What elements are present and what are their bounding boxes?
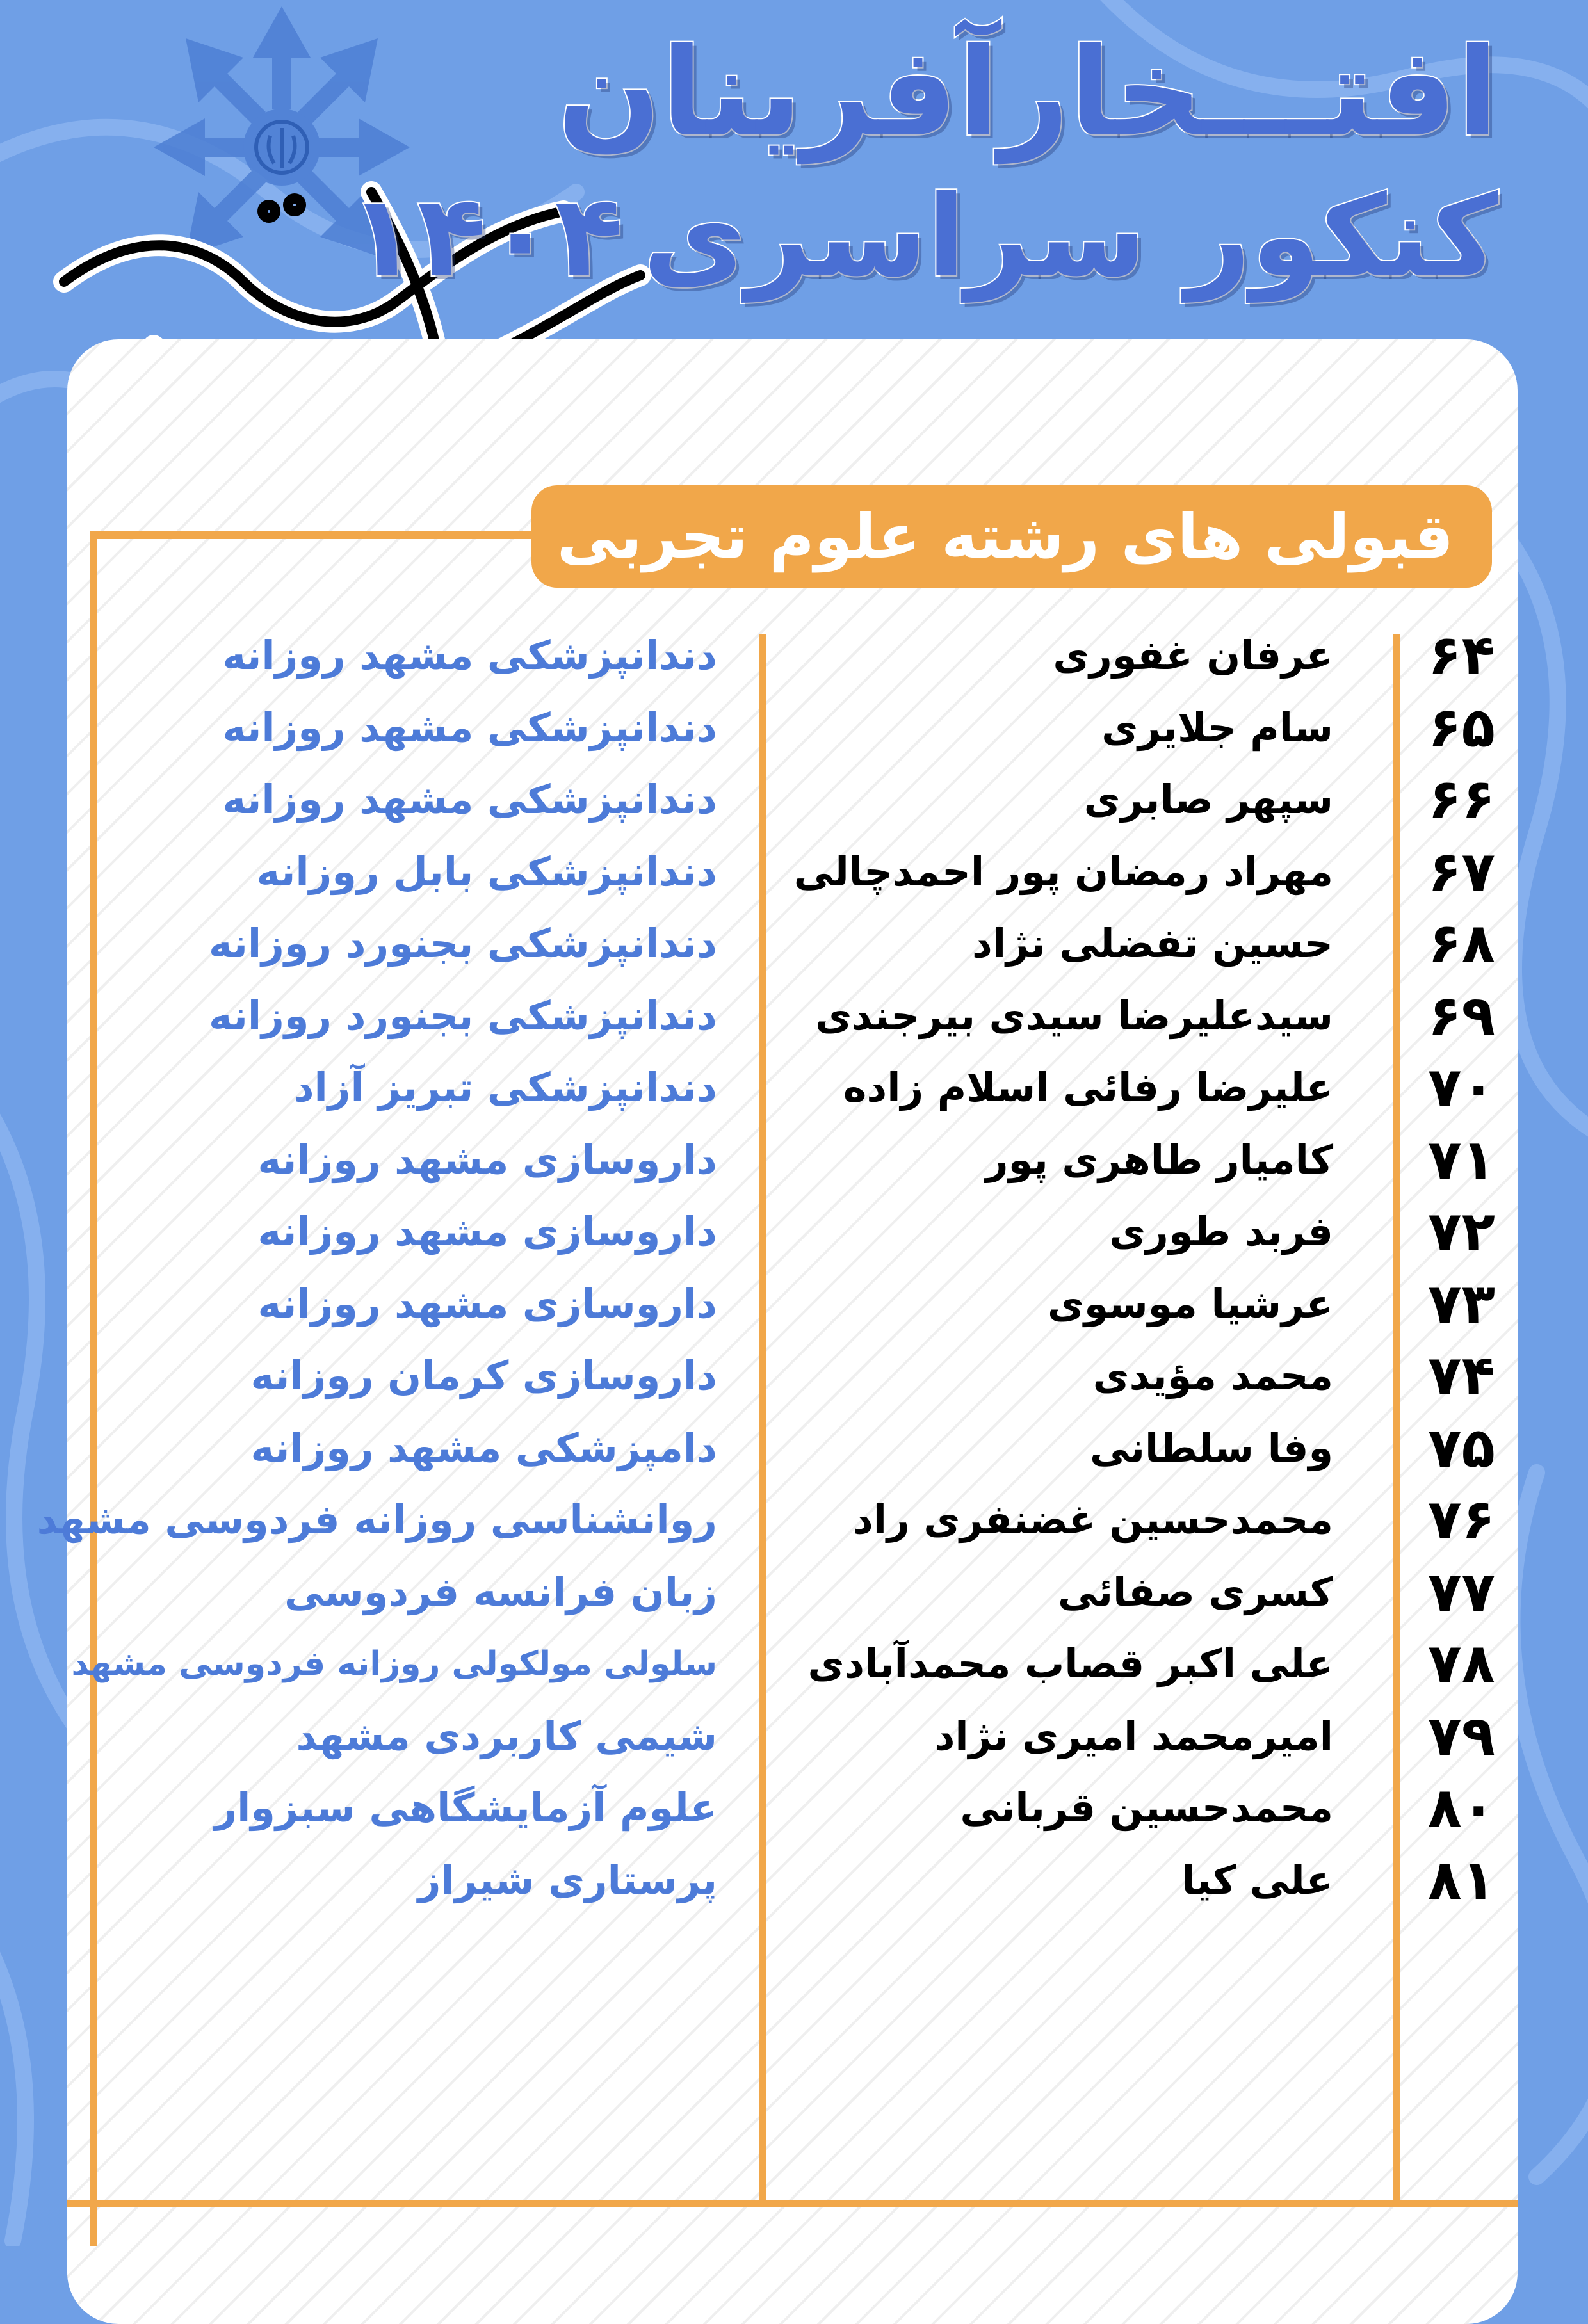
list-item — [0, 1412, 1588, 1485]
accepted-major: دندانپزشکی مشهد روزانه — [222, 776, 717, 823]
list-item — [0, 908, 1588, 980]
row-number: ۷۸ — [1428, 1632, 1495, 1696]
student-name: امیرمحمد امیری نژاد — [934, 1712, 1333, 1759]
student-name: سیدعلیرضا سیدی بیرجندی — [815, 992, 1333, 1039]
list-item — [0, 1628, 1588, 1700]
row-number: ۶۹ — [1428, 983, 1495, 1048]
title-line-2 — [348, 166, 1498, 307]
row-number: ۷۹ — [1428, 1704, 1495, 1768]
accepted-major: داروسازی مشهد روزانه — [257, 1280, 717, 1327]
section-title: قبولی های رشته علوم تجربی — [556, 501, 1454, 572]
row-number: ۷۴ — [1428, 1344, 1495, 1408]
student-name: محمدحسین قربانی — [960, 1784, 1333, 1831]
row-number: ۷۶ — [1428, 1488, 1495, 1552]
student-name: محمد مؤیدی — [1092, 1352, 1333, 1399]
row-number: ۸۱ — [1428, 1848, 1495, 1912]
row-number: ۶۶ — [1428, 768, 1495, 832]
list-item — [0, 692, 1588, 764]
accepted-major: روانشناسی روزانه فردوسی مشهد — [36, 1496, 717, 1543]
frame-bottom-line — [67, 2200, 1518, 2207]
student-name: کامیار طاهری پور — [985, 1136, 1333, 1183]
student-name: کسری صفائی — [1058, 1568, 1333, 1615]
section-header — [531, 485, 1492, 588]
student-name: مهراد رمضان پور احمدچالی — [793, 848, 1333, 895]
row-number: ۷۰ — [1428, 1056, 1495, 1120]
list-item — [0, 1052, 1588, 1124]
accepted-major: دندانپزشکی بابل روزانه — [256, 848, 717, 895]
accepted-major: داروسازی مشهد روزانه — [257, 1208, 717, 1255]
student-name: علی اکبر قصاب محمدآبادی — [807, 1640, 1333, 1687]
accepted-major: زبان فرانسه فردوسی — [284, 1568, 717, 1615]
accepted-major: علوم آزمایشگاهی سبزوار — [214, 1784, 717, 1831]
accepted-major: دامپزشکی مشهد روزانه — [250, 1424, 717, 1471]
list-item — [0, 1484, 1588, 1556]
row-number: ۷۷ — [1428, 1560, 1495, 1624]
list-item — [0, 620, 1588, 692]
row-number: ۶۷ — [1428, 839, 1495, 904]
list-item — [0, 1124, 1588, 1197]
list-item — [0, 1340, 1588, 1412]
student-name: عرشیا موسوی — [1048, 1280, 1333, 1327]
frame-top-line — [90, 531, 602, 539]
accepted-major: پرستاری شیراز — [417, 1856, 717, 1903]
student-name: سپهر صابری — [1083, 776, 1333, 823]
row-number: ۷۳ — [1428, 1271, 1495, 1336]
list-item — [0, 836, 1588, 908]
row-number: ۷۲ — [1428, 1200, 1495, 1264]
title-line-1: افتـــخارآفرینان — [557, 22, 1498, 163]
student-name: عرفان غفوری — [1053, 632, 1333, 679]
list-item — [0, 764, 1588, 836]
accepted-major: داروسازی کرمان روزانه — [250, 1352, 717, 1399]
student-name: سام جلایری — [1101, 704, 1333, 751]
row-number: ۶۵ — [1428, 695, 1495, 760]
list-item — [0, 1772, 1588, 1844]
accepted-major: سلولی مولکولی روزانه فردوسی مشهد — [71, 1645, 717, 1683]
list-item — [0, 1844, 1588, 1917]
list-item — [0, 980, 1588, 1053]
student-name: محمدحسین غضنفری راد — [852, 1496, 1333, 1543]
accepted-major: داروسازی مشهد روزانه — [257, 1136, 717, 1183]
title-exam-label: کنکور سراسری — [642, 171, 1498, 302]
accepted-major: شیمی کاربردی مشهد — [296, 1712, 717, 1759]
list-item — [0, 1196, 1588, 1268]
row-number: ۸۰ — [1428, 1776, 1495, 1840]
student-name: وفا سلطانی — [1090, 1424, 1333, 1471]
list-item — [0, 1556, 1588, 1629]
accepted-major: دندانپزشکی بجنورد روزانه — [209, 992, 717, 1039]
student-name: علیرضا رفائی اسلام زاده — [843, 1064, 1333, 1111]
row-number: ۶۸ — [1428, 912, 1495, 976]
row-number: ۶۴ — [1428, 624, 1495, 688]
title-year: ۱۴۰۴ — [348, 171, 624, 302]
list-item — [0, 1268, 1588, 1341]
page-title — [348, 19, 1498, 307]
accepted-major: دندانپزشکی مشهد روزانه — [222, 632, 717, 679]
accepted-major: دندانپزشکی مشهد روزانه — [222, 704, 717, 751]
row-number: ۷۱ — [1428, 1127, 1495, 1192]
student-name: فربد طوری — [1109, 1208, 1333, 1255]
student-name: علی کیا — [1181, 1856, 1333, 1903]
row-number: ۷۵ — [1428, 1416, 1495, 1480]
accepted-major: دندانپزشکی بجنورد روزانه — [209, 920, 717, 967]
list-item — [0, 1700, 1588, 1773]
student-name: حسین تفضلی نژاد — [972, 920, 1333, 967]
accepted-major: دندانپزشکی تبریز آزاد — [293, 1064, 717, 1111]
results-list — [0, 620, 1588, 1916]
